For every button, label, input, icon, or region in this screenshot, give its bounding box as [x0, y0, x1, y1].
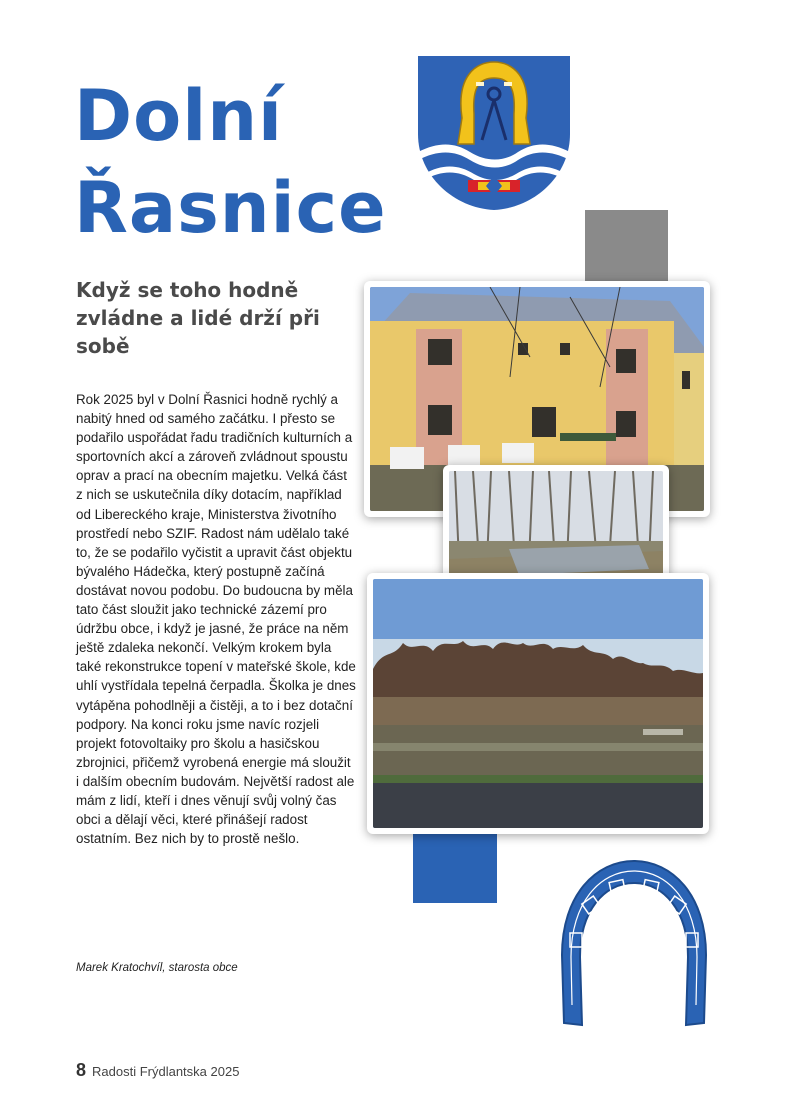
publication-name: Radosti Frýdlantska 2025 — [92, 1064, 240, 1079]
page-number: 8 — [76, 1060, 87, 1080]
municipal-coat-of-arms-icon — [418, 56, 570, 210]
page-footer — [76, 1060, 239, 1081]
photo-cleared-field — [367, 573, 709, 834]
article-author: Marek Kratochvíl, starosta obce — [76, 962, 238, 974]
article-body: Rok 2025 byl v Dolní Řasnici hodně rychlý a nabitý hned od samého začátku. I přesto se podařilo uspořádat řadu tradičních kulturních a sportovních akcí a zároveň zvládnout spoustu oprav a prací na obecním majetku. Velká část z nich se uskutečnila díky dotacím, například od Libereckého kraje, Ministerstva životního prostředí nebo SZIF. Radost nám udělalo také to, že se podařilo vyčistit a upravit část objektu bývalého Hádečka, který postupně začíná dostávat novou podobu. Do budoucna by měla tato část sloužit jako technické zázemí pro údržbu obce, i když je jasné, že práce na něm ještě zdaleka nekončí. Velkým krokem byla také rekonstrukce topení v mateřské škole, kde uhlí vystřídala tepelná čerpadla. Školka je dnes vytápěna pohodlněji a čistěji, a to i bez dotační podpory. Na konci roku jsme navíc rozjeli projekt fotovoltaiky pro školu a hasičskou zbrojnici, přičemž vyrobená energie má sloužit i dalším obecním budovám. Největší radost ale mám z lidí, kteří i dnes věnují svůj volný čas obci a dělají věci, které přinášejí radost ostatním. Bez nich by to prostě nešlo. — [76, 392, 356, 847]
page-title — [74, 70, 387, 254]
blue-accent-block — [413, 833, 497, 903]
title-line-1: Dolní — [74, 75, 284, 157]
horseshoe-icon — [556, 855, 712, 1033]
gray-accent-block — [585, 210, 668, 282]
title-line-2: Řasnice — [74, 167, 387, 249]
article-subtitle: Když se toho hodně zvládne a lidé drží při sobě — [76, 278, 320, 358]
